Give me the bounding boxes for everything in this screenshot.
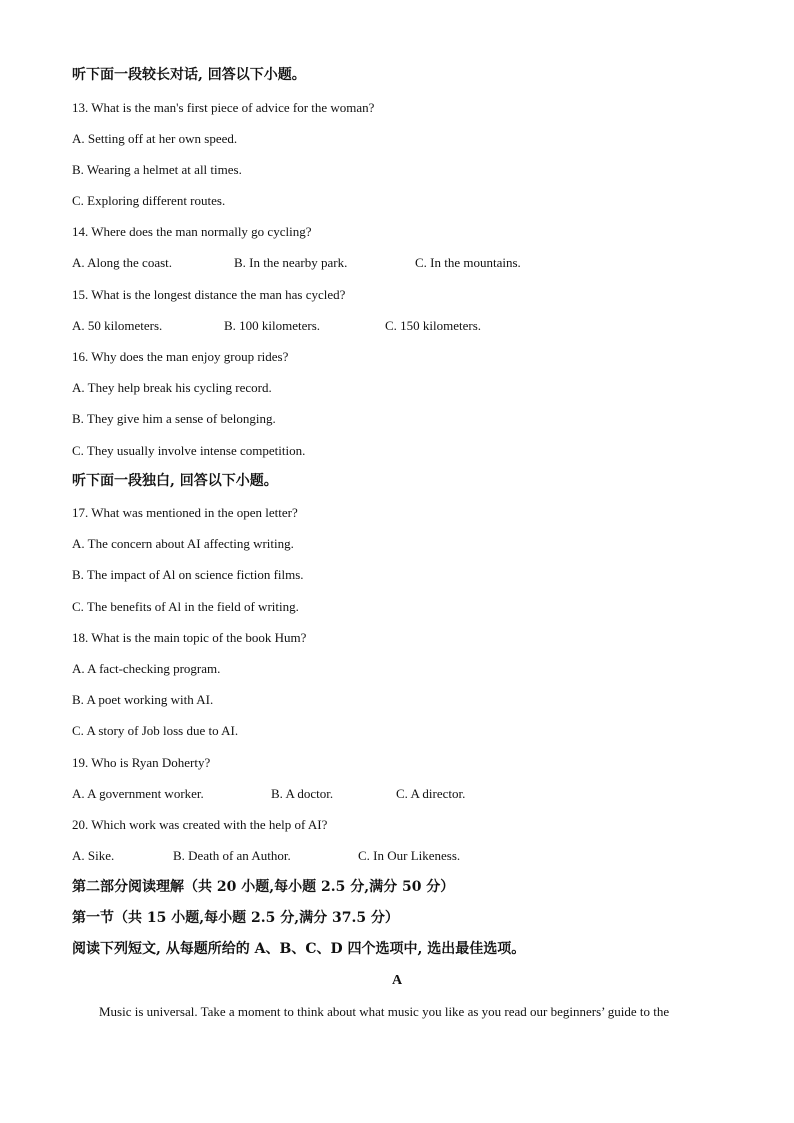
question-16: 16. Why does the man enjoy group rides? [72,349,289,364]
option-16b: B. They give him a sense of belonging. [72,411,276,426]
options-20 [72,848,672,864]
option-19a: A. A government worker. [72,786,204,801]
option-20c: C. In Our Likeness. [358,848,461,863]
option-19c: C. A director. [396,786,466,801]
option-16a: A. They help break his cycling record. [72,380,272,395]
option-18a: A. A fact-checking program. [72,661,221,676]
option-20a: A. Sike. [72,848,115,863]
reading-instruction: 阅读下列短文, 从每题所给的 A、B、C、D 四个选项中, 选出最佳选项。 [72,941,526,957]
question-17: 17. What was mentioned in the open letter? [72,505,298,520]
option-13c: C. Exploring different routes. [72,193,226,208]
question-20: 20. Which work was created with the help of AI? [72,817,328,832]
option-17b: B. The impact of Al on science fiction films. [72,567,304,582]
part-two-heading: 第二部分阅读理解（共 20 小题,每小题 2.5 分,满分 50 分） [72,879,455,895]
option-14a: A. Along the coast. [72,255,173,270]
section-heading-dialogue: 听下面一段较长对话, 回答以下小题。 [72,67,306,83]
question-15: 15. What is the longest distance the man has cycled? [72,287,346,302]
question-18: 18. What is the main topic of the book Hum? [72,630,307,645]
option-20b: B. Death of an Author. [173,848,291,863]
options-19 [72,786,672,802]
section-heading-monologue: 听下面一段独白, 回答以下小题。 [72,473,278,489]
option-15b: B. 100 kilometers. [224,318,321,333]
section-one-heading: 第一节（共 15 小题,每小题 2.5 分,满分 37.5 分） [72,910,399,926]
option-13a: A. Setting off at her own speed. [72,131,238,146]
option-18c: C. A story of Job loss due to AI. [72,723,239,738]
option-15c: C. 150 kilometers. [385,318,482,333]
passage-label: A [391,973,403,988]
option-16c: C. They usually involve intense competition. [72,443,306,458]
question-13: 13. What is the man's first piece of advice for the woman? [72,100,375,115]
option-15a: A. 50 kilometers. [72,318,163,333]
question-19: 19. Who is Ryan Doherty? [72,755,211,770]
option-19b: B. A doctor. [271,786,334,801]
option-17a: A. The concern about AI affecting writing. [72,536,294,551]
question-14: 14. Where does the man normally go cycling? [72,224,312,239]
options-14 [72,255,672,271]
option-17c: C. The benefits of Al in the field of writing. [72,599,299,614]
option-14b: B. In the nearby park. [234,255,348,270]
option-13b: B. Wearing a helmet at all times. [72,162,242,177]
passage-text: Music is universal. Take a moment to think about what music you like as you read our beginners’ guide to the [99,1004,670,1019]
option-14c: C. In the mountains. [415,255,521,270]
options-15 [72,318,672,334]
option-18b: B. A poet working with AI. [72,692,214,707]
